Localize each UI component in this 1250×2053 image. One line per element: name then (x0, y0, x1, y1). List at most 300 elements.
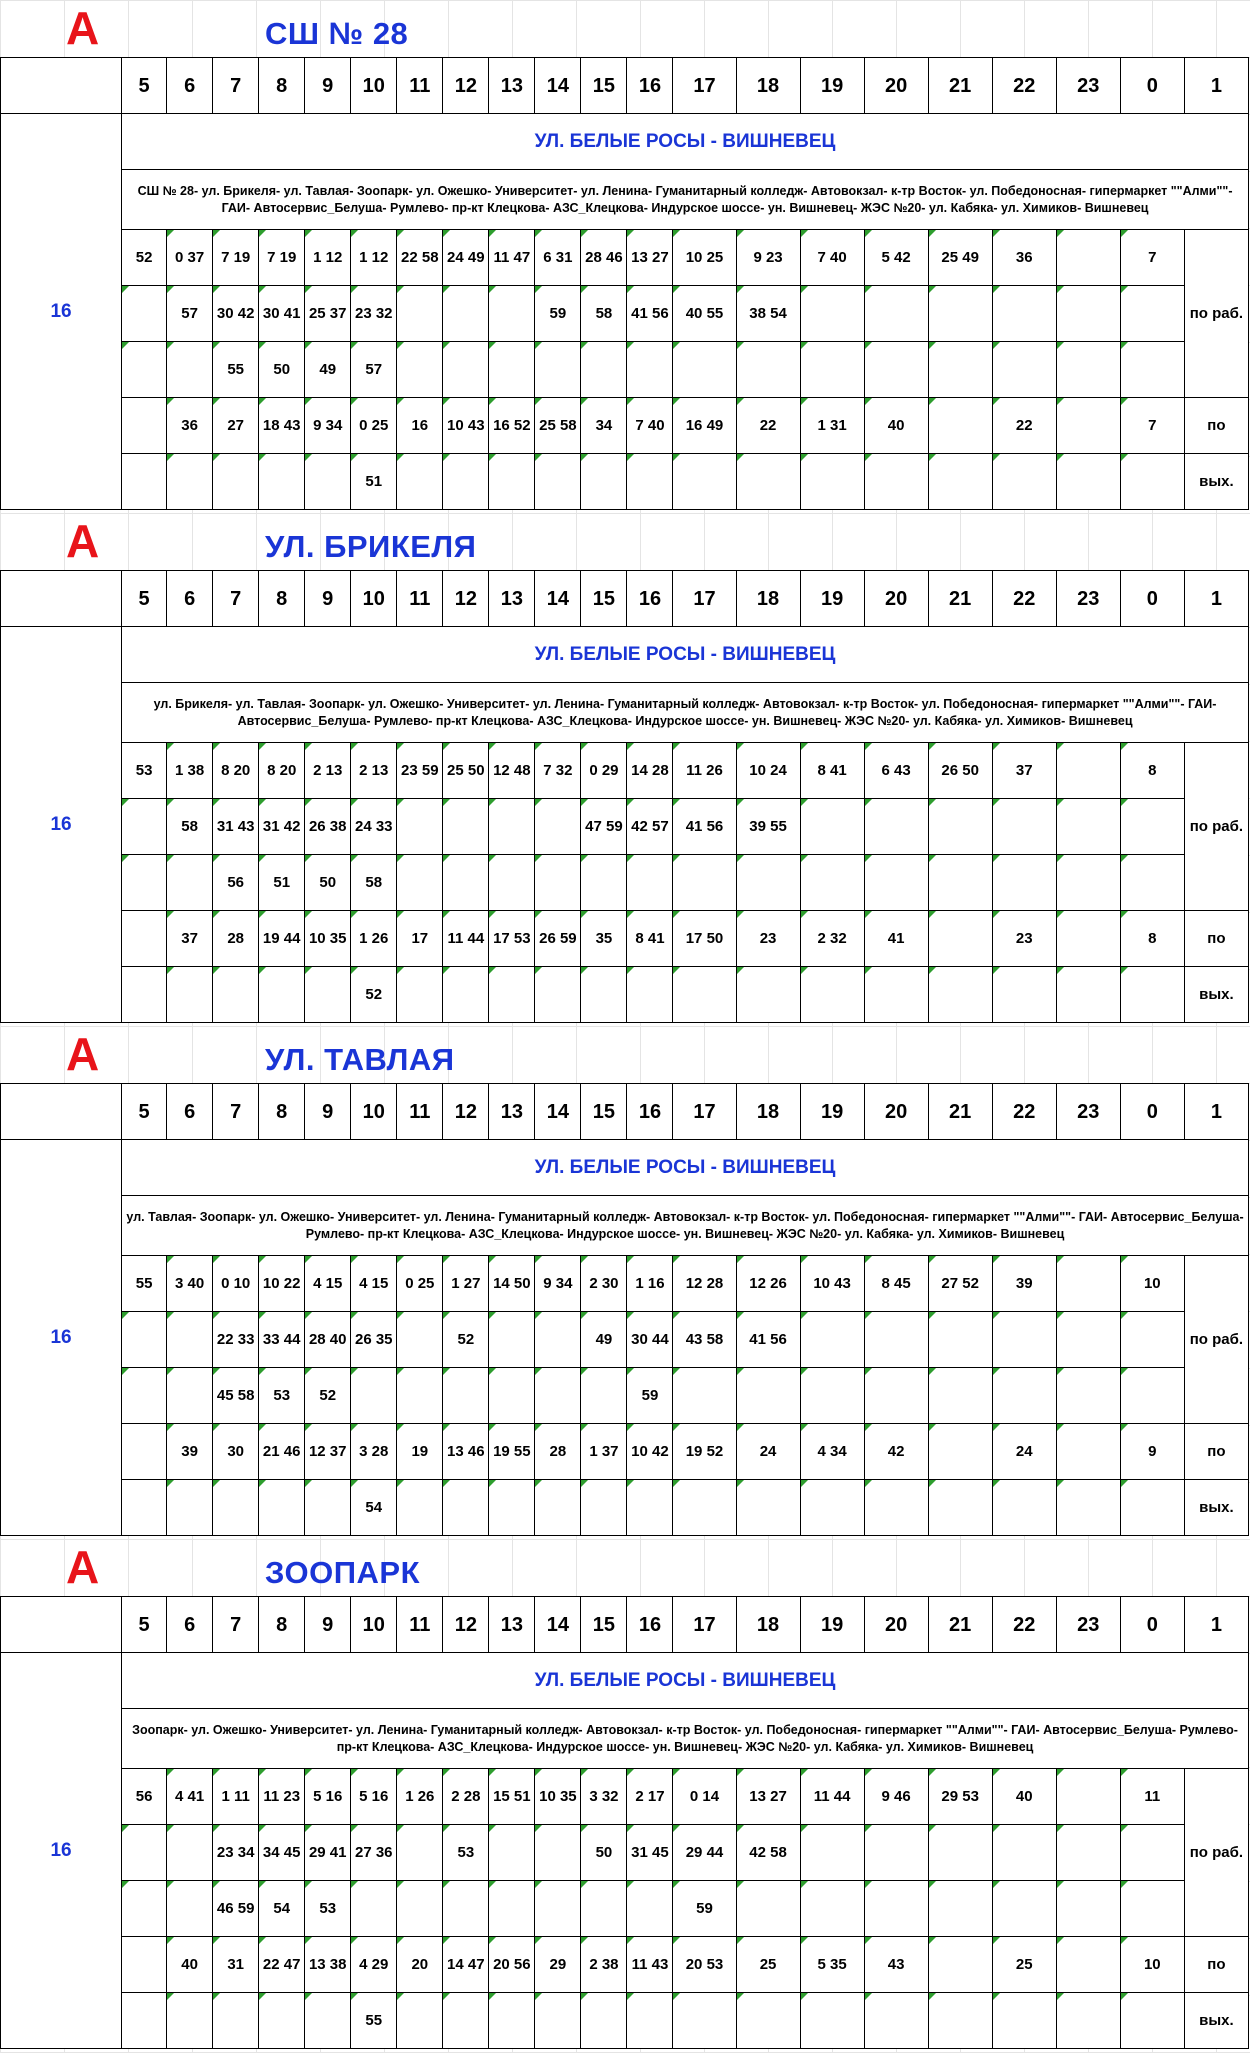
departure-minutes-cell (928, 1480, 992, 1536)
weekend-note: по (1184, 1424, 1248, 1480)
departure-minutes-cell (864, 855, 928, 911)
departure-minutes-cell: 35 (581, 911, 627, 967)
departure-minutes-cell (928, 911, 992, 967)
hour-header-cell: 19 (800, 571, 864, 627)
departure-minutes-cell (489, 855, 535, 911)
hour-header-cell: 19 (800, 58, 864, 114)
departure-minutes-cell (928, 967, 992, 1023)
departure-minutes-cell (122, 1480, 167, 1536)
departure-minutes-cell: 37 (167, 911, 213, 967)
departure-minutes-cell (397, 967, 443, 1023)
departure-minutes-cell (1120, 799, 1184, 855)
departure-minutes-cell (581, 1993, 627, 2049)
weekday-note: по раб. (1184, 743, 1248, 911)
departure-minutes-cell (800, 454, 864, 510)
hour-header-cell: 20 (864, 58, 928, 114)
departure-minutes-cell (259, 454, 305, 510)
weekday-time-row (1, 230, 1249, 286)
departure-minutes-cell: 10 43 (800, 1256, 864, 1312)
departure-minutes-cell: 26 59 (535, 911, 581, 967)
departure-minutes-cell (397, 454, 443, 510)
departure-minutes-cell: 1 38 (167, 743, 213, 799)
departure-minutes-cell: 43 (864, 1937, 928, 1993)
departure-minutes-cell (864, 967, 928, 1023)
departure-minutes-cell (1056, 1769, 1120, 1825)
departure-minutes-cell (535, 967, 581, 1023)
departure-minutes-cell: 58 (581, 286, 627, 342)
weekday-note: по раб. (1184, 1256, 1248, 1424)
departure-minutes-cell: 51 (351, 454, 397, 510)
section-title-row (0, 513, 1250, 570)
hour-header-cell: 12 (443, 1084, 489, 1140)
departure-minutes-cell: 5 16 (305, 1769, 351, 1825)
weekend-time-row (1, 454, 1249, 510)
hour-header-cell: 0 (1120, 571, 1184, 627)
departure-minutes-cell (443, 967, 489, 1023)
departure-minutes-cell (489, 967, 535, 1023)
departure-minutes-cell: 11 23 (259, 1769, 305, 1825)
departure-minutes-cell: 55 (213, 342, 259, 398)
departure-minutes-cell: 11 43 (627, 1937, 673, 1993)
departure-minutes-cell: 52 (122, 230, 167, 286)
weekday-time-row (1, 1312, 1249, 1368)
departure-minutes-cell: 19 (397, 1424, 443, 1480)
departure-minutes-cell: 7 40 (627, 398, 673, 454)
departure-minutes-cell: 4 29 (351, 1937, 397, 1993)
departure-minutes-cell (1056, 967, 1120, 1023)
stop-title: СШ № 28 (265, 16, 409, 51)
route-path-text: ул. Тавлая- Зоопарк- ул. Ожешко- Университет- ул. Ленина- Гуманитарный колледж- Автовокзал- к-тр Восток- ул. Победоносная- гипермаркет ""Алми""- ГАИ- Автосервис_Белуша- Румлево- пр-кт Клецкова- АЗС_Клецкова- Индурское шоссе- ун. Вишневец- ЖЭС №20- ул. Кабяка- ул. Химиков- Вишневец (122, 1196, 1249, 1256)
hour-header-cell: 11 (397, 58, 443, 114)
departure-minutes-cell (1056, 230, 1120, 286)
departure-minutes-cell (928, 342, 992, 398)
departure-minutes-cell: 49 (305, 342, 351, 398)
hour-header-cell: 6 (167, 571, 213, 627)
departure-minutes-cell: 1 31 (800, 398, 864, 454)
departure-minutes-cell: 26 50 (928, 743, 992, 799)
departure-minutes-cell (800, 1881, 864, 1937)
departure-minutes-cell: 40 (167, 1937, 213, 1993)
departure-minutes-cell (443, 799, 489, 855)
departure-minutes-cell (213, 1993, 259, 2049)
departure-minutes-cell: 9 46 (864, 1769, 928, 1825)
departure-minutes-cell: 1 12 (305, 230, 351, 286)
hour-header-cell: 13 (489, 58, 535, 114)
departure-minutes-cell: 9 34 (535, 1256, 581, 1312)
departure-minutes-cell: 56 (122, 1769, 167, 1825)
weekday-time-row (1, 1881, 1249, 1937)
weekday-time-row (1, 1769, 1249, 1825)
stop-title: УЛ. БРИКЕЛЯ (265, 529, 477, 564)
hour-header-cell: 8 (259, 1084, 305, 1140)
departure-minutes-cell: 7 32 (535, 743, 581, 799)
stop-title: ЗООПАРК (265, 1555, 421, 1590)
departure-minutes-cell: 10 43 (443, 398, 489, 454)
departure-minutes-cell: 3 32 (581, 1769, 627, 1825)
departure-minutes-cell: 10 (1120, 1256, 1184, 1312)
departure-minutes-cell: 0 25 (397, 1256, 443, 1312)
departure-minutes-cell: 54 (351, 1480, 397, 1536)
departure-minutes-cell: 53 (259, 1368, 305, 1424)
departure-minutes-cell (489, 1368, 535, 1424)
hour-header-cell: 1 (1184, 1084, 1248, 1140)
hour-header-cell: 1 (1184, 571, 1248, 627)
departure-minutes-cell (1120, 342, 1184, 398)
departure-minutes-cell: 1 27 (443, 1256, 489, 1312)
weekday-time-row (1, 855, 1249, 911)
departure-minutes-cell: 37 (992, 743, 1056, 799)
weekend-time-row (1, 1480, 1249, 1536)
departure-minutes-cell (443, 1480, 489, 1536)
departure-minutes-cell: 11 44 (443, 911, 489, 967)
departure-minutes-cell: 8 41 (627, 911, 673, 967)
departure-minutes-cell: 34 (581, 398, 627, 454)
section-title-row (0, 0, 1250, 57)
stop-section (0, 1539, 1250, 2052)
schedule-table (0, 1596, 1249, 2049)
departure-minutes-cell: 29 (535, 1937, 581, 1993)
departure-minutes-cell (800, 286, 864, 342)
hour-header-cell: 7 (213, 58, 259, 114)
hour-header-cell: 18 (736, 58, 800, 114)
hour-header-cell: 12 (443, 571, 489, 627)
departure-minutes-cell: 5 16 (351, 1769, 397, 1825)
hour-header-cell: 21 (928, 1084, 992, 1140)
departure-minutes-cell (864, 342, 928, 398)
hour-header-cell: 18 (736, 1597, 800, 1653)
weekday-time-row (1, 1256, 1249, 1312)
departure-minutes-cell (489, 286, 535, 342)
departure-minutes-cell: 23 59 (397, 743, 443, 799)
departure-minutes-cell: 0 14 (673, 1769, 736, 1825)
departure-minutes-cell (736, 1480, 800, 1536)
hour-header-cell: 20 (864, 1084, 928, 1140)
departure-minutes-cell: 20 (397, 1937, 443, 1993)
departure-minutes-cell (305, 967, 351, 1023)
hour-header-cell: 6 (167, 1084, 213, 1140)
departure-minutes-cell (864, 1368, 928, 1424)
departure-minutes-cell (122, 1368, 167, 1424)
departure-minutes-cell (1056, 743, 1120, 799)
departure-minutes-cell: 22 47 (259, 1937, 305, 1993)
departure-minutes-cell (800, 799, 864, 855)
departure-minutes-cell (928, 1825, 992, 1881)
stop-section (0, 513, 1250, 1026)
hour-header-cell: 14 (535, 1597, 581, 1653)
departure-minutes-cell (736, 1368, 800, 1424)
departure-minutes-cell: 41 56 (736, 1312, 800, 1368)
departure-minutes-cell: 11 26 (673, 743, 736, 799)
departure-minutes-cell (864, 799, 928, 855)
weekday-time-row (1, 1368, 1249, 1424)
departure-minutes-cell: 56 (213, 855, 259, 911)
departure-minutes-cell (736, 342, 800, 398)
hour-header-cell: 7 (213, 1084, 259, 1140)
departure-minutes-cell (673, 967, 736, 1023)
departure-minutes-cell (992, 286, 1056, 342)
departure-minutes-cell (397, 1480, 443, 1536)
departure-minutes-cell (673, 454, 736, 510)
destination-label: УЛ. БЕЛЫЕ РОСЫ - ВИШНЕВЕЦ (122, 1140, 1249, 1196)
departure-minutes-cell (443, 855, 489, 911)
hour-header-cell: 23 (1056, 1597, 1120, 1653)
departure-minutes-cell: 1 26 (351, 911, 397, 967)
weekend-note-cont: вых. (1184, 1993, 1248, 2049)
departure-minutes-cell: 25 (736, 1937, 800, 1993)
departure-minutes-cell (992, 1825, 1056, 1881)
departure-minutes-cell (443, 454, 489, 510)
departure-minutes-cell (1056, 855, 1120, 911)
departure-minutes-cell (864, 1993, 928, 2049)
departure-minutes-cell: 2 38 (581, 1937, 627, 1993)
departure-minutes-cell (800, 855, 864, 911)
departure-minutes-cell (736, 1993, 800, 2049)
departure-minutes-cell (489, 1480, 535, 1536)
route-path-row (1, 1196, 1249, 1256)
departure-minutes-cell (1056, 398, 1120, 454)
weekend-time-row (1, 1424, 1249, 1480)
departure-minutes-cell: 17 53 (489, 911, 535, 967)
departure-minutes-cell: 53 (122, 743, 167, 799)
departure-minutes-cell: 41 56 (627, 286, 673, 342)
departure-minutes-cell (535, 1312, 581, 1368)
departure-minutes-cell: 0 10 (213, 1256, 259, 1312)
departure-minutes-cell (259, 967, 305, 1023)
departure-minutes-cell: 25 50 (443, 743, 489, 799)
weekend-time-row (1, 1993, 1249, 2049)
hour-header-cell: 14 (535, 58, 581, 114)
departure-minutes-cell (489, 342, 535, 398)
hour-header-cell: 8 (259, 1597, 305, 1653)
departure-minutes-cell (489, 1312, 535, 1368)
departure-minutes-cell: 4 15 (305, 1256, 351, 1312)
departure-minutes-cell: 40 (992, 1769, 1056, 1825)
departure-minutes-cell (581, 1881, 627, 1937)
departure-minutes-cell (1120, 1881, 1184, 1937)
departure-minutes-cell: 50 (259, 342, 305, 398)
hour-header-cell: 19 (800, 1597, 864, 1653)
departure-minutes-cell: 19 55 (489, 1424, 535, 1480)
departure-minutes-cell (928, 286, 992, 342)
departure-minutes-cell (535, 1480, 581, 1536)
departure-minutes-cell: 51 (259, 855, 305, 911)
departure-minutes-cell: 22 (992, 398, 1056, 454)
departure-minutes-cell: 9 (1120, 1424, 1184, 1480)
route-path-text: Зоопарк- ул. Ожешко- Университет- ул. Ленина- Гуманитарный колледж- Автовокзал- к-тр Восток- ул. Победоносная- гипермаркет ""Алми""- ГАИ- Автосервис_Белуша- Румлево- пр-кт Клецкова- АЗС_Клецкова- Индурское шоссе- ун. Вишневец- ЖЭС №20- ул. Кабяка- ул. Химиков- Вишневец (122, 1709, 1249, 1769)
hour-header-cell: 13 (489, 1084, 535, 1140)
departure-minutes-cell: 9 34 (305, 398, 351, 454)
departure-minutes-cell: 19 44 (259, 911, 305, 967)
departure-minutes-cell (928, 1368, 992, 1424)
hour-header-cell: 21 (928, 58, 992, 114)
hour-header-cell: 20 (864, 1597, 928, 1653)
departure-minutes-cell (213, 454, 259, 510)
departure-minutes-cell: 1 11 (213, 1769, 259, 1825)
departure-minutes-cell (1056, 1937, 1120, 1993)
departure-minutes-cell: 2 28 (443, 1769, 489, 1825)
departure-minutes-cell: 57 (167, 286, 213, 342)
departure-minutes-cell (1056, 1825, 1120, 1881)
departure-minutes-cell: 41 56 (673, 799, 736, 855)
hour-header-cell: 1 (1184, 1597, 1248, 1653)
departure-minutes-cell: 52 (351, 967, 397, 1023)
hour-header-row (1, 1597, 1249, 1653)
hour-header-cell: 18 (736, 571, 800, 627)
weekend-note: по (1184, 398, 1248, 454)
hour-header-cell: 5 (122, 58, 167, 114)
departure-minutes-cell (259, 1993, 305, 2049)
departure-minutes-cell (397, 286, 443, 342)
departure-minutes-cell: 0 37 (167, 230, 213, 286)
hour-header-cell: 10 (351, 58, 397, 114)
departure-minutes-cell (397, 1368, 443, 1424)
departure-minutes-cell (992, 1368, 1056, 1424)
weekend-note: по (1184, 1937, 1248, 1993)
hour-header-cell: 13 (489, 571, 535, 627)
departure-minutes-cell (736, 1881, 800, 1937)
departure-minutes-cell (122, 1825, 167, 1881)
departure-minutes-cell: 58 (167, 799, 213, 855)
departure-minutes-cell: 53 (305, 1881, 351, 1937)
route-path-row (1, 683, 1249, 743)
schedule-table (0, 1083, 1249, 1536)
departure-minutes-cell (305, 1480, 351, 1536)
hour-header-row (1, 1084, 1249, 1140)
hour-header-cell: 16 (627, 1597, 673, 1653)
departure-minutes-cell (627, 342, 673, 398)
header-corner-cell (1, 58, 122, 114)
departure-minutes-cell: 50 (581, 1825, 627, 1881)
departure-minutes-cell: 30 (213, 1424, 259, 1480)
departure-minutes-cell: 7 (1120, 398, 1184, 454)
departure-minutes-cell: 31 (213, 1937, 259, 1993)
route-path-row (1, 170, 1249, 230)
departure-minutes-cell: 29 44 (673, 1825, 736, 1881)
hour-header-cell: 6 (167, 58, 213, 114)
departure-minutes-cell (122, 342, 167, 398)
weekend-time-row (1, 911, 1249, 967)
hour-header-cell: 11 (397, 571, 443, 627)
departure-minutes-cell (167, 1825, 213, 1881)
departure-minutes-cell (167, 454, 213, 510)
departure-minutes-cell (305, 454, 351, 510)
departure-minutes-cell (992, 342, 1056, 398)
destination-row (1, 1653, 1249, 1709)
departure-minutes-cell: 16 49 (673, 398, 736, 454)
departure-minutes-cell: 42 (864, 1424, 928, 1480)
departure-minutes-cell: 26 38 (305, 799, 351, 855)
departure-minutes-cell: 13 38 (305, 1937, 351, 1993)
weekday-time-row (1, 1825, 1249, 1881)
hour-header-cell: 21 (928, 1597, 992, 1653)
departure-minutes-cell (535, 454, 581, 510)
departure-minutes-cell: 10 35 (305, 911, 351, 967)
departure-minutes-cell: 12 37 (305, 1424, 351, 1480)
departure-minutes-cell: 59 (627, 1368, 673, 1424)
hour-header-cell: 13 (489, 1597, 535, 1653)
departure-minutes-cell: 6 31 (535, 230, 581, 286)
departure-minutes-cell: 42 58 (736, 1825, 800, 1881)
departure-minutes-cell (351, 1881, 397, 1937)
route-number: 16 (1, 114, 122, 510)
departure-minutes-cell (864, 1312, 928, 1368)
departure-minutes-cell (535, 1825, 581, 1881)
hour-header-cell: 5 (122, 571, 167, 627)
departure-minutes-cell (305, 1993, 351, 2049)
hour-header-cell: 11 (397, 1084, 443, 1140)
departure-minutes-cell: 12 28 (673, 1256, 736, 1312)
departure-minutes-cell (992, 967, 1056, 1023)
hour-header-cell: 22 (992, 1597, 1056, 1653)
departure-minutes-cell (581, 967, 627, 1023)
departure-minutes-cell (489, 799, 535, 855)
departure-minutes-cell: 6 43 (864, 743, 928, 799)
departure-minutes-cell: 22 58 (397, 230, 443, 286)
departure-minutes-cell: 50 (305, 855, 351, 911)
hour-header-cell: 0 (1120, 58, 1184, 114)
departure-minutes-cell: 54 (259, 1881, 305, 1937)
departure-minutes-cell (1056, 1480, 1120, 1536)
departure-minutes-cell: 2 17 (627, 1769, 673, 1825)
departure-minutes-cell (122, 1312, 167, 1368)
departure-minutes-cell: 10 24 (736, 743, 800, 799)
departure-minutes-cell: 34 45 (259, 1825, 305, 1881)
departure-minutes-cell (800, 1368, 864, 1424)
departure-minutes-cell: 7 19 (259, 230, 305, 286)
departure-minutes-cell (1120, 454, 1184, 510)
departure-minutes-cell (122, 799, 167, 855)
weekday-note: по раб. (1184, 230, 1248, 398)
departure-minutes-cell: 7 (1120, 230, 1184, 286)
departure-minutes-cell (800, 1825, 864, 1881)
departure-minutes-cell (627, 855, 673, 911)
departure-minutes-cell (489, 1825, 535, 1881)
departure-minutes-cell: 12 48 (489, 743, 535, 799)
departure-minutes-cell: 29 41 (305, 1825, 351, 1881)
departure-minutes-cell: 36 (167, 398, 213, 454)
departure-minutes-cell (1056, 1993, 1120, 2049)
departure-minutes-cell (581, 1480, 627, 1536)
departure-minutes-cell (673, 1480, 736, 1536)
departure-minutes-cell: 13 46 (443, 1424, 489, 1480)
departure-minutes-cell (736, 454, 800, 510)
departure-minutes-cell: 5 42 (864, 230, 928, 286)
departure-minutes-cell: 16 (397, 398, 443, 454)
departure-minutes-cell: 59 (535, 286, 581, 342)
schedule-table (0, 570, 1249, 1023)
departure-minutes-cell (397, 1825, 443, 1881)
departure-minutes-cell: 5 35 (800, 1937, 864, 1993)
departure-minutes-cell: 24 49 (443, 230, 489, 286)
hour-header-cell: 17 (673, 571, 736, 627)
departure-minutes-cell: 45 58 (213, 1368, 259, 1424)
departure-minutes-cell (535, 1368, 581, 1424)
departure-minutes-cell (673, 342, 736, 398)
departure-minutes-cell: 4 41 (167, 1769, 213, 1825)
departure-minutes-cell: 1 12 (351, 230, 397, 286)
departure-minutes-cell: 16 52 (489, 398, 535, 454)
departure-minutes-cell: 24 (736, 1424, 800, 1480)
departure-minutes-cell (992, 855, 1056, 911)
departure-minutes-cell (167, 342, 213, 398)
departure-minutes-cell (800, 1312, 864, 1368)
departure-minutes-cell (864, 1480, 928, 1536)
departure-minutes-cell: 2 32 (800, 911, 864, 967)
departure-minutes-cell (800, 1993, 864, 2049)
departure-minutes-cell (535, 1993, 581, 2049)
departure-minutes-cell: 52 (305, 1368, 351, 1424)
hour-header-cell: 12 (443, 1597, 489, 1653)
